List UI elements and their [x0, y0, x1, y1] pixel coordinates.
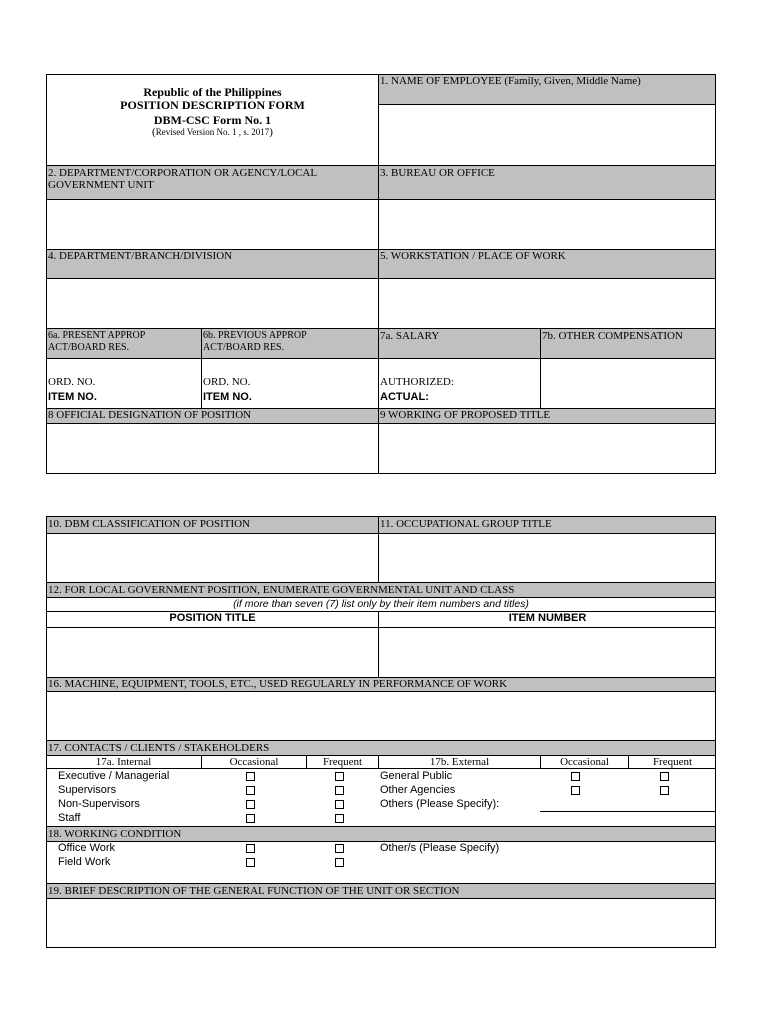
- position-title-header: POSITION TITLE: [169, 612, 256, 624]
- external-row-others-label: Others (Please Specify):: [380, 798, 500, 810]
- field-10-label: 10. DBM CLASSIFICATION OF POSITION: [48, 518, 250, 530]
- field-17b-label: 17b. External: [429, 756, 490, 768]
- department-field[interactable]: [48, 201, 377, 248]
- internal-row-executive-label: Executive / Managerial: [58, 770, 170, 782]
- field-8-label: 8 OFFICIAL DESIGNATION OF POSITION: [48, 409, 252, 421]
- other-agencies-frequent-checkbox[interactable]: [660, 786, 669, 795]
- non-supervisors-frequent-checkbox[interactable]: [335, 800, 344, 809]
- internal-row-supervisors-label: Supervisors: [58, 784, 117, 796]
- other-conditions-label: Other/s (Please Specify): [380, 842, 500, 854]
- field-6a-label-line1: 6a. PRESENT APPROP: [48, 330, 146, 341]
- executive-occasional-checkbox[interactable]: [246, 772, 255, 781]
- staff-occasional-checkbox[interactable]: [246, 814, 255, 823]
- field-work-frequent-checkbox[interactable]: [335, 858, 344, 867]
- field-9-label: 9 WORKING OF PROPOSED TITLE: [380, 409, 551, 421]
- condition-office-work-label: Office Work: [58, 842, 116, 854]
- general-public-frequent-checkbox[interactable]: [660, 772, 669, 781]
- form-number: DBM-CSC Form No. 1: [153, 113, 272, 127]
- internal-frequent-header: Frequent: [322, 756, 363, 768]
- external-row-other-agencies-label: Other Agencies: [380, 784, 456, 796]
- field-6b-label-line2: ACT/BOARD RES.: [203, 342, 285, 353]
- office-work-frequent-checkbox[interactable]: [335, 844, 344, 853]
- field-5-label: 5. WORKSTATION / PLACE OF WORK: [380, 250, 566, 262]
- field-12-label: 12. FOR LOCAL GOVERNMENT POSITION, ENUMERATE GOVERNMENTAL UNIT AND CLASS: [48, 584, 515, 596]
- external-occasional-header: Occasional: [560, 756, 609, 768]
- field-19-label: 19. BRIEF DESCRIPTION OF THE GENERAL FUNCTION OF THE UNIT OR SECTION: [48, 885, 460, 897]
- item-number-field[interactable]: [380, 629, 714, 676]
- field-18-label: 18. WORKING CONDITION: [48, 828, 182, 840]
- general-public-occasional-checkbox[interactable]: [571, 772, 580, 781]
- field-work-occasional-checkbox[interactable]: [246, 858, 255, 867]
- salary-actual-label: ACTUAL:: [380, 391, 429, 403]
- official-designation-field[interactable]: [48, 425, 377, 472]
- field-2-label-line1: 2. DEPARTMENT/CORPORATION OR AGENCY/LOCAL: [48, 167, 318, 179]
- revision-note: (Revised Version No. 1 , s. 2017): [152, 126, 273, 138]
- previous-ord-no-label: ORD. NO.: [203, 376, 251, 388]
- republic-heading: Republic of the Philippines: [143, 85, 282, 99]
- item-number-header: ITEM NUMBER: [508, 612, 587, 624]
- present-item-no-label: ITEM NO.: [48, 391, 97, 403]
- field-4-label: 4. DEPARTMENT/BRANCH/DIVISION: [48, 250, 233, 262]
- external-row-general-public-label: General Public: [380, 770, 453, 782]
- proposed-title-field[interactable]: [380, 425, 714, 472]
- condition-field-work-label: Field Work: [58, 856, 111, 868]
- supervisors-frequent-checkbox[interactable]: [335, 786, 344, 795]
- field-17-label: 17. CONTACTS / CLIENTS / STAKEHOLDERS: [48, 742, 270, 754]
- form-title: POSITION DESCRIPTION FORM: [120, 98, 305, 112]
- field-2-label-line2: GOVERNMENT UNIT: [48, 179, 154, 191]
- previous-item-no-label: ITEM NO.: [203, 391, 252, 403]
- general-function-field[interactable]: [48, 900, 714, 946]
- division-field[interactable]: [48, 280, 377, 327]
- field-6a-label-line2: ACT/BOARD RES.: [48, 342, 130, 353]
- supervisors-occasional-checkbox[interactable]: [246, 786, 255, 795]
- staff-frequent-checkbox[interactable]: [335, 814, 344, 823]
- other-agencies-occasional-checkbox[interactable]: [571, 786, 580, 795]
- employee-name-field[interactable]: [380, 106, 714, 164]
- salary-authorized-label: AUTHORIZED:: [380, 376, 454, 388]
- position-title-field[interactable]: [48, 629, 377, 676]
- internal-row-non-supervisors-label: Non-Supervisors: [58, 798, 140, 810]
- internal-occasional-header: Occasional: [229, 756, 279, 768]
- occupational-group-field[interactable]: [380, 535, 714, 581]
- bureau-field[interactable]: [380, 201, 714, 248]
- field-12-note: (if more than seven (7) list only by their item numbers and titles): [233, 598, 529, 610]
- internal-row-staff-label: Staff: [58, 812, 81, 824]
- field-17a-label: 17a. Internal: [95, 756, 152, 768]
- field-11-label: 11. OCCUPATIONAL GROUP TITLE: [380, 518, 552, 530]
- field-6b-label-line1: 6b. PREVIOUS APPROP: [203, 330, 307, 341]
- other-contacts-specify-field[interactable]: [541, 798, 715, 811]
- non-supervisors-occasional-checkbox[interactable]: [246, 800, 255, 809]
- field-7a-label: 7a. SALARY: [380, 330, 440, 342]
- executive-frequent-checkbox[interactable]: [335, 772, 344, 781]
- other-compensation-field[interactable]: [542, 360, 714, 407]
- external-frequent-header: Frequent: [652, 756, 693, 768]
- dbm-classification-field[interactable]: [48, 535, 377, 581]
- field-16-label: 16. MACHINE, EQUIPMENT, TOOLS, ETC., USED REGULARLY IN PERFORMANCE OF WORK: [48, 678, 508, 690]
- field-3-label: 3. BUREAU OR OFFICE: [380, 167, 495, 179]
- equipment-field[interactable]: [48, 693, 714, 739]
- field-7b-label: 7b. OTHER COMPENSATION: [542, 330, 683, 342]
- field-1-label: 1. NAME OF EMPLOYEE (Family, Given, Middle Name): [380, 75, 641, 87]
- present-ord-no-label: ORD. NO.: [48, 376, 96, 388]
- workstation-field[interactable]: [380, 280, 714, 327]
- office-work-occasional-checkbox[interactable]: [246, 844, 255, 853]
